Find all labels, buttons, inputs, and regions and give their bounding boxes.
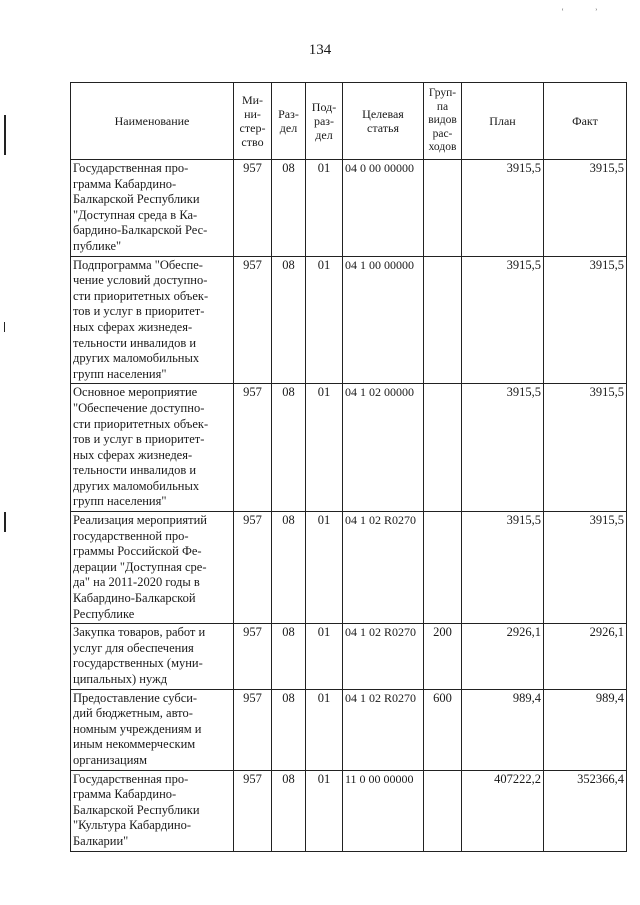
cell-ministry: 957 [234,689,272,770]
header-section: Раз- дел [272,83,306,160]
cell-target: 04 0 00 00000 [343,160,424,257]
margin-mark [4,115,6,155]
cell-group: 600 [424,689,462,770]
cell-section: 08 [272,689,306,770]
cell-name: Реализация мероприятий государственной про- граммы Российской Фе- дерации "Доступная сре- да" на 2011-2020 годы в Кабардино-Балкарской Республике [71,512,234,624]
cell-fact: 3915,5 [544,160,627,257]
table-row [71,512,627,624]
table-row [71,689,627,770]
header-group: Груп- па видов рас- ходов [424,83,462,160]
margin-mark [4,322,5,332]
cell-subsection: 01 [306,689,343,770]
cell-section: 08 [272,770,306,851]
cell-plan: 989,4 [462,689,544,770]
cell-group [424,512,462,624]
header-name: Наименование [71,83,234,160]
cell-ministry: 957 [234,384,272,512]
page-number: 134 [308,42,332,58]
table-row [71,384,627,512]
cell-plan: 407222,2 [462,770,544,851]
header-target: Целевая статья [343,83,424,160]
cell-target: 04 1 00 00000 [343,256,424,384]
cell-fact: 989,4 [544,689,627,770]
cell-target: 11 0 00 00000 [343,770,424,851]
cell-name: Основное мероприятие "Обеспечение доступно- сти приоритетных объек- тов и услуг в приоритет- ных сферах жизнедея- тельности инвалидов и других маломобильных групп населения" [71,384,234,512]
cell-fact: 3915,5 [544,512,627,624]
cell-subsection: 01 [306,256,343,384]
cell-name: Государственная про- грамма Кабардино- Балкарской Республики "Культура Кабардино- Балкарии" [71,770,234,851]
cell-ministry: 957 [234,160,272,257]
cell-section: 08 [272,384,306,512]
table-row [71,160,627,257]
cell-ministry: 957 [234,624,272,689]
cell-group [424,160,462,257]
header-plan: План [462,83,544,160]
cell-subsection: 01 [306,770,343,851]
margin-mark [4,512,6,532]
corner-mark: ʿ ʾ [560,8,612,19]
cell-subsection: 01 [306,160,343,257]
cell-plan: 3915,5 [462,160,544,257]
table-row [71,624,627,689]
cell-fact: 2926,1 [544,624,627,689]
cell-target: 04 1 02 R0270 [343,689,424,770]
table-row [71,770,627,851]
cell-ministry: 957 [234,256,272,384]
header-fact: Факт [544,83,627,160]
cell-section: 08 [272,256,306,384]
cell-name: Предоставление субси- дий бюджетным, авто- номным учреждениям и иным некоммерческим организациям [71,689,234,770]
cell-subsection: 01 [306,624,343,689]
cell-plan: 3915,5 [462,512,544,624]
cell-group [424,256,462,384]
cell-name: Государственная про- грамма Кабардино- Балкарской Республики "Доступная среда в Ка- бардино-Балкарской Рес- публике" [71,160,234,257]
cell-subsection: 01 [306,384,343,512]
cell-group: 200 [424,624,462,689]
cell-target: 04 1 02 R0270 [343,512,424,624]
cell-name: Закупка товаров, работ и услуг для обеспечения государственных (муни- ципальных) нужд [71,624,234,689]
cell-group [424,770,462,851]
cell-plan: 3915,5 [462,256,544,384]
cell-ministry: 957 [234,512,272,624]
cell-section: 08 [272,512,306,624]
table-row [71,256,627,384]
cell-target: 04 1 02 00000 [343,384,424,512]
cell-target: 04 1 02 R0270 [343,624,424,689]
header-ministry: Ми- ни- стер- ство [234,83,272,160]
cell-fact: 3915,5 [544,384,627,512]
cell-plan: 3915,5 [462,384,544,512]
cell-group [424,384,462,512]
cell-fact: 352366,4 [544,770,627,851]
cell-plan: 2926,1 [462,624,544,689]
header-subsection: Под- раз- дел [306,83,343,160]
cell-section: 08 [272,624,306,689]
cell-subsection: 01 [306,512,343,624]
cell-ministry: 957 [234,770,272,851]
cell-name: Подпрограмма "Обеспе- чение условий доступно- сти приоритетных объек- тов и услуг в приоритет- ных сферах жизнедея- тельности инвалидов и других маломобильных групп населения" [71,256,234,384]
table-header-row [71,83,627,160]
cell-fact: 3915,5 [544,256,627,384]
cell-section: 08 [272,160,306,257]
budget-table [70,82,627,852]
